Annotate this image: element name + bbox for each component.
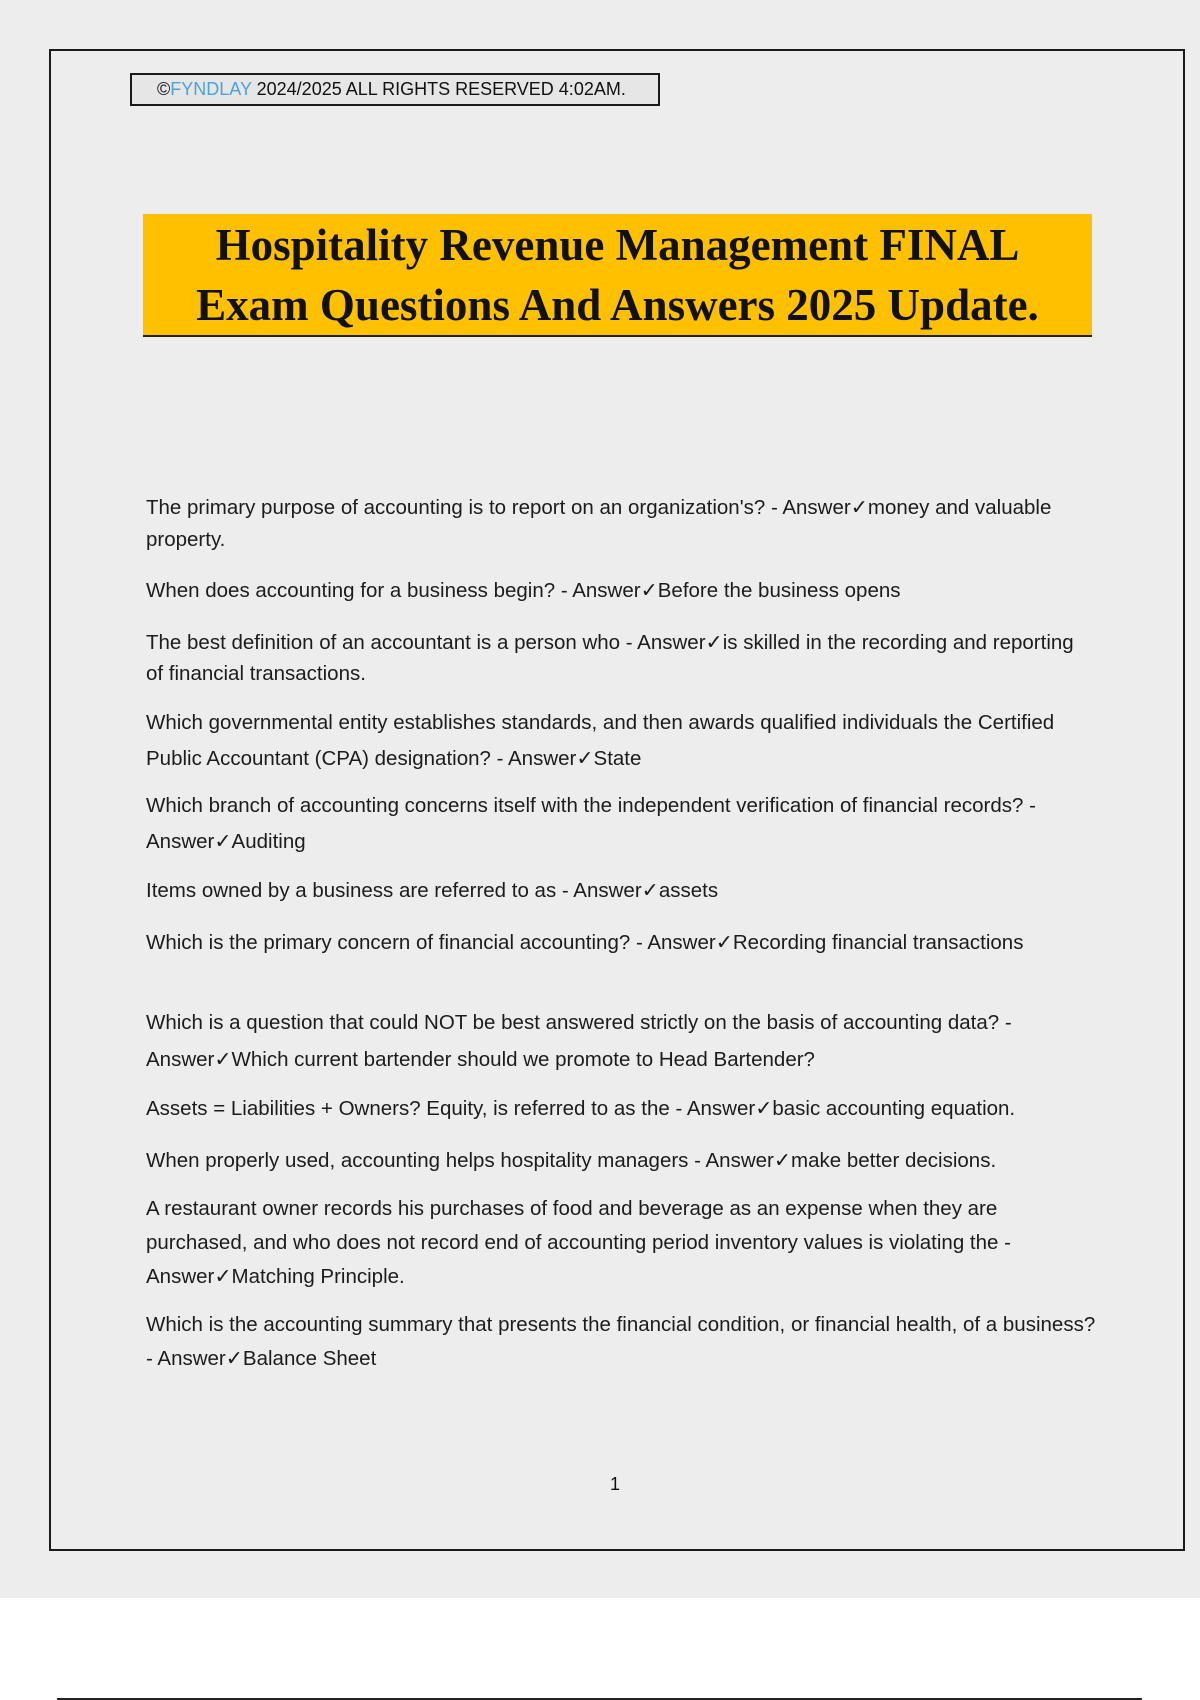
copyright-header: [130, 73, 660, 106]
qa-item: Assets = Liabilities + Owners? Equity, is referred to as the - Answer✓basic accounting equation.: [146, 1097, 1016, 1120]
document-title: [143, 214, 1092, 337]
qa-item: Which governmental entity establishes standards, and then awards qualified individuals the Certified Public Accountant (CPA) designation? - Answer✓State: [146, 711, 1055, 770]
qa-item: When does accounting for a business begin? - Answer✓Before the business opens: [146, 579, 901, 602]
qa-item: Items owned by a business are referred to as - Answer✓assets: [146, 879, 719, 902]
qa-item: Which is the accounting summary that presents the financial condition, or financial health, of a business? - Answer✓Balance Sheet: [146, 1313, 1096, 1370]
rights-text: 2024/2025 ALL RIGHTS RESERVED 4:02AM.: [251, 79, 626, 99]
qa-item: Which branch of accounting concerns itself with the independent verification of financial records? - Answer✓Auditing: [146, 794, 1036, 853]
qa-item: When properly used, accounting helps hospitality managers - Answer✓make better decisions.: [146, 1149, 997, 1172]
title-line-2: Exam Questions And Answers 2025 Update.: [196, 280, 1039, 330]
page-number: 1: [609, 1474, 620, 1494]
brand-name: FYNDLAY: [170, 79, 252, 99]
qa-item: The primary purpose of accounting is to report on an organization's? - Answer✓money and valuable property.: [146, 496, 1052, 551]
qa-item: The best definition of an accountant is a person who - Answer✓is skilled in the recording and reporting of financial transactions.: [146, 631, 1074, 685]
qa-item: Which is the primary concern of financial accounting? - Answer✓Recording financial transactions: [146, 931, 1024, 954]
title-line-1: Hospitality Revenue Management FINAL: [215, 220, 1020, 270]
qa-item: Which is a question that could NOT be best answered strictly on the basis of accounting data? - Answer✓Which current bartender should we promote to Head Bartender?: [146, 1011, 1012, 1071]
copyright-symbol: ©: [157, 79, 171, 99]
qa-item: A restaurant owner records his purchases of food and beverage as an expense when they are purchased, and who does not record end of accounting period inventory values is violating the - Answer✓Matching Principle.: [146, 1197, 1011, 1288]
